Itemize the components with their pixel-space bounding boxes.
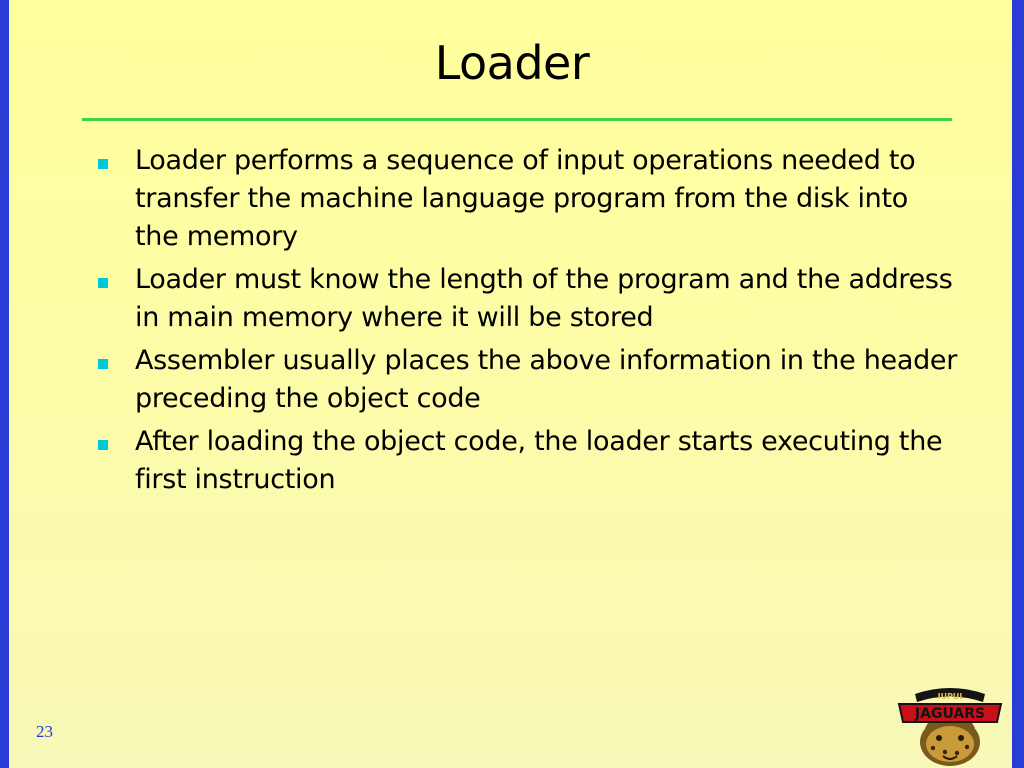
square-bullet-icon	[98, 278, 108, 288]
bullet-item	[98, 142, 958, 256]
bullet-list	[98, 142, 958, 504]
bullet-text: Assembler usually places the above information in the header preceding the object code	[135, 345, 958, 414]
title-divider	[82, 118, 952, 121]
slide-title: Loader	[434, 36, 590, 90]
bullet-item	[98, 342, 958, 418]
bullet-text: Loader performs a sequence of input operations needed to transfer the machine language program from the disk into the memory	[135, 145, 916, 252]
slide-number: 23	[36, 722, 53, 741]
bullet-item	[98, 261, 958, 337]
logo-top-text: IUPUI	[937, 692, 963, 701]
bullet-text: Loader must know the length of the program and the address in main memory where it will be stored	[135, 264, 953, 333]
square-bullet-icon	[98, 159, 108, 169]
right-accent-bar	[1012, 0, 1024, 768]
bullet-text: After loading the object code, the loader starts executing the first instruction	[135, 426, 943, 495]
logo-main-text: JAGUARS	[914, 706, 986, 722]
left-accent-bar	[0, 0, 9, 768]
jaguar-mascot-logo-icon	[895, 680, 1005, 768]
square-bullet-icon	[98, 440, 108, 450]
square-bullet-icon	[98, 359, 108, 369]
bullet-item	[98, 423, 958, 499]
